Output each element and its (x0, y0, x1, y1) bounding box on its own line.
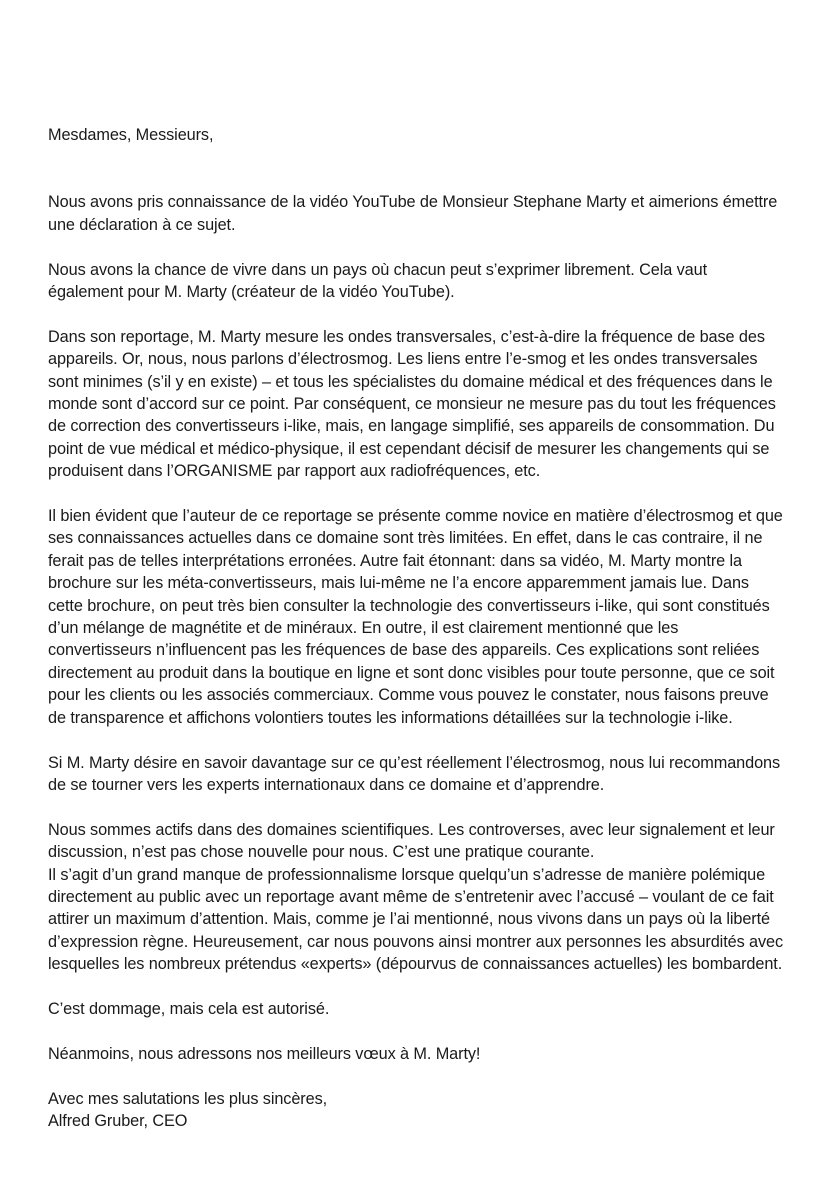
paragraph-experts: Si M. Marty désire en savoir davantage sur ce qu’est réellement l’électrosmog, nous lui recommandons de se tourner vers les experts internationaux dans ce domaine et d’apprendre. (48, 753, 781, 794)
paragraph-novice: Il bien évident que l’auteur de ce reportage se présente comme novice en matière d’électrosmog et que ses connaissances actuelles dans ce domaine sont très limitées. En effet, dans le cas contraire, il ne ferait pas de telles interprétations erronées. Autre fait étonnant: dans sa vidéo, M. Marty montre la brochure sur les méta-convertisseurs, mais lui-même ne l’a encore apparemment jamais lue. Dans cette brochure, on peut très bien consulter la technologie des convertisseurs i-like, qui sont constitués d’un mélange de magnétite et de minéraux. En outre, il est clairement mentionné que les convertisseurs n’influencent pas les fréquences de base des appareils. Ces explications sont reliées directement au produit dans la boutique en ligne et sont donc visibles pour toute personne, que ce soit pour les clients ou les associés commerciaux. Comme vous pouvez le constater, nous faisons preuve de transparence et affichons volontiers toutes les informations détaillées sur la technologie i-like. (48, 507, 783, 727)
letter-body (48, 124, 784, 1132)
spacer (48, 1020, 784, 1042)
spacer (48, 303, 784, 325)
paragraph-professionalism: Il s’agit d’un grand manque de professionnalisme lorsque quelqu’un s’adresse de manière polémique directement au public avec un reportage avant même de s’entretenir avec l’accusé – voulant de ce fait attirer un maximum d’attention. Mais, comme je l’ai mentionné, nous vivons dans un pays où la liberté d’expression règne. Heureusement, car nous pouvons ainsi montrer aux personnes les absurdités avec lesquelles les nombreux prétendus «experts» (dépourvus de connaissances actuelles) les bombardent. (48, 865, 784, 974)
spacer (48, 729, 784, 751)
paragraph-scientific: Nous sommes actifs dans des domaines scientifiques. Les controverses, avec leur signalement et leur discussion, n’est pas chose nouvelle pour nous. C’est une pratique courante. (48, 820, 775, 862)
paragraph-intro: Nous avons pris connaissance de la vidéo YouTube de Monsieur Stephane Marty et aimerions émettre une déclaration à ce sujet. (48, 193, 778, 234)
signature: Alfred Gruber, CEO (48, 1111, 188, 1130)
spacer (48, 976, 784, 998)
paragraph-measurement: Dans son reportage, M. Marty mesure les ondes transversales, c’est-à-dire la fréquence de base des appareils. Or, nous, nous parlons d’électrosmog. Les liens entre l’e-smog et les ondes transversales sont minimes (s’il y en existe) – et tous les spécialistes du domaine médical et des fréquences dans le monde sont d’accord sur ce point. Par conséquent, ce monsieur ne mesure pas du tout les fréquences de correction des convertisseurs i-like, mais, en langage simplifié, ses appareils de consommation. Du point de vue médical et médico-physique, il est cependant décisif de mesurer les changements qui se produisent dans l’ORGANISME par rapport aux radiofréquences, etc. (48, 327, 776, 481)
paragraph-freedom: Nous avons la chance de vivre dans un pays où chacun peut s’exprimer librement. Cela vaut également pour M. Marty (créateur de la vidéo YouTube). (48, 260, 707, 302)
spacer (48, 483, 784, 505)
spacer (48, 1065, 784, 1087)
paragraph-pity: C’est dommage, mais cela est autorisé. (48, 999, 330, 1018)
closing-line: Avec mes salutations les plus sincères, (48, 1089, 328, 1108)
paragraph-wishes: Néanmoins, nous adressons nos meilleurs vœux à M. Marty! (48, 1044, 481, 1063)
spacer (48, 796, 784, 818)
salutation: Mesdames, Messieurs, (48, 126, 214, 144)
spacer (48, 236, 784, 258)
spacer (48, 146, 784, 191)
